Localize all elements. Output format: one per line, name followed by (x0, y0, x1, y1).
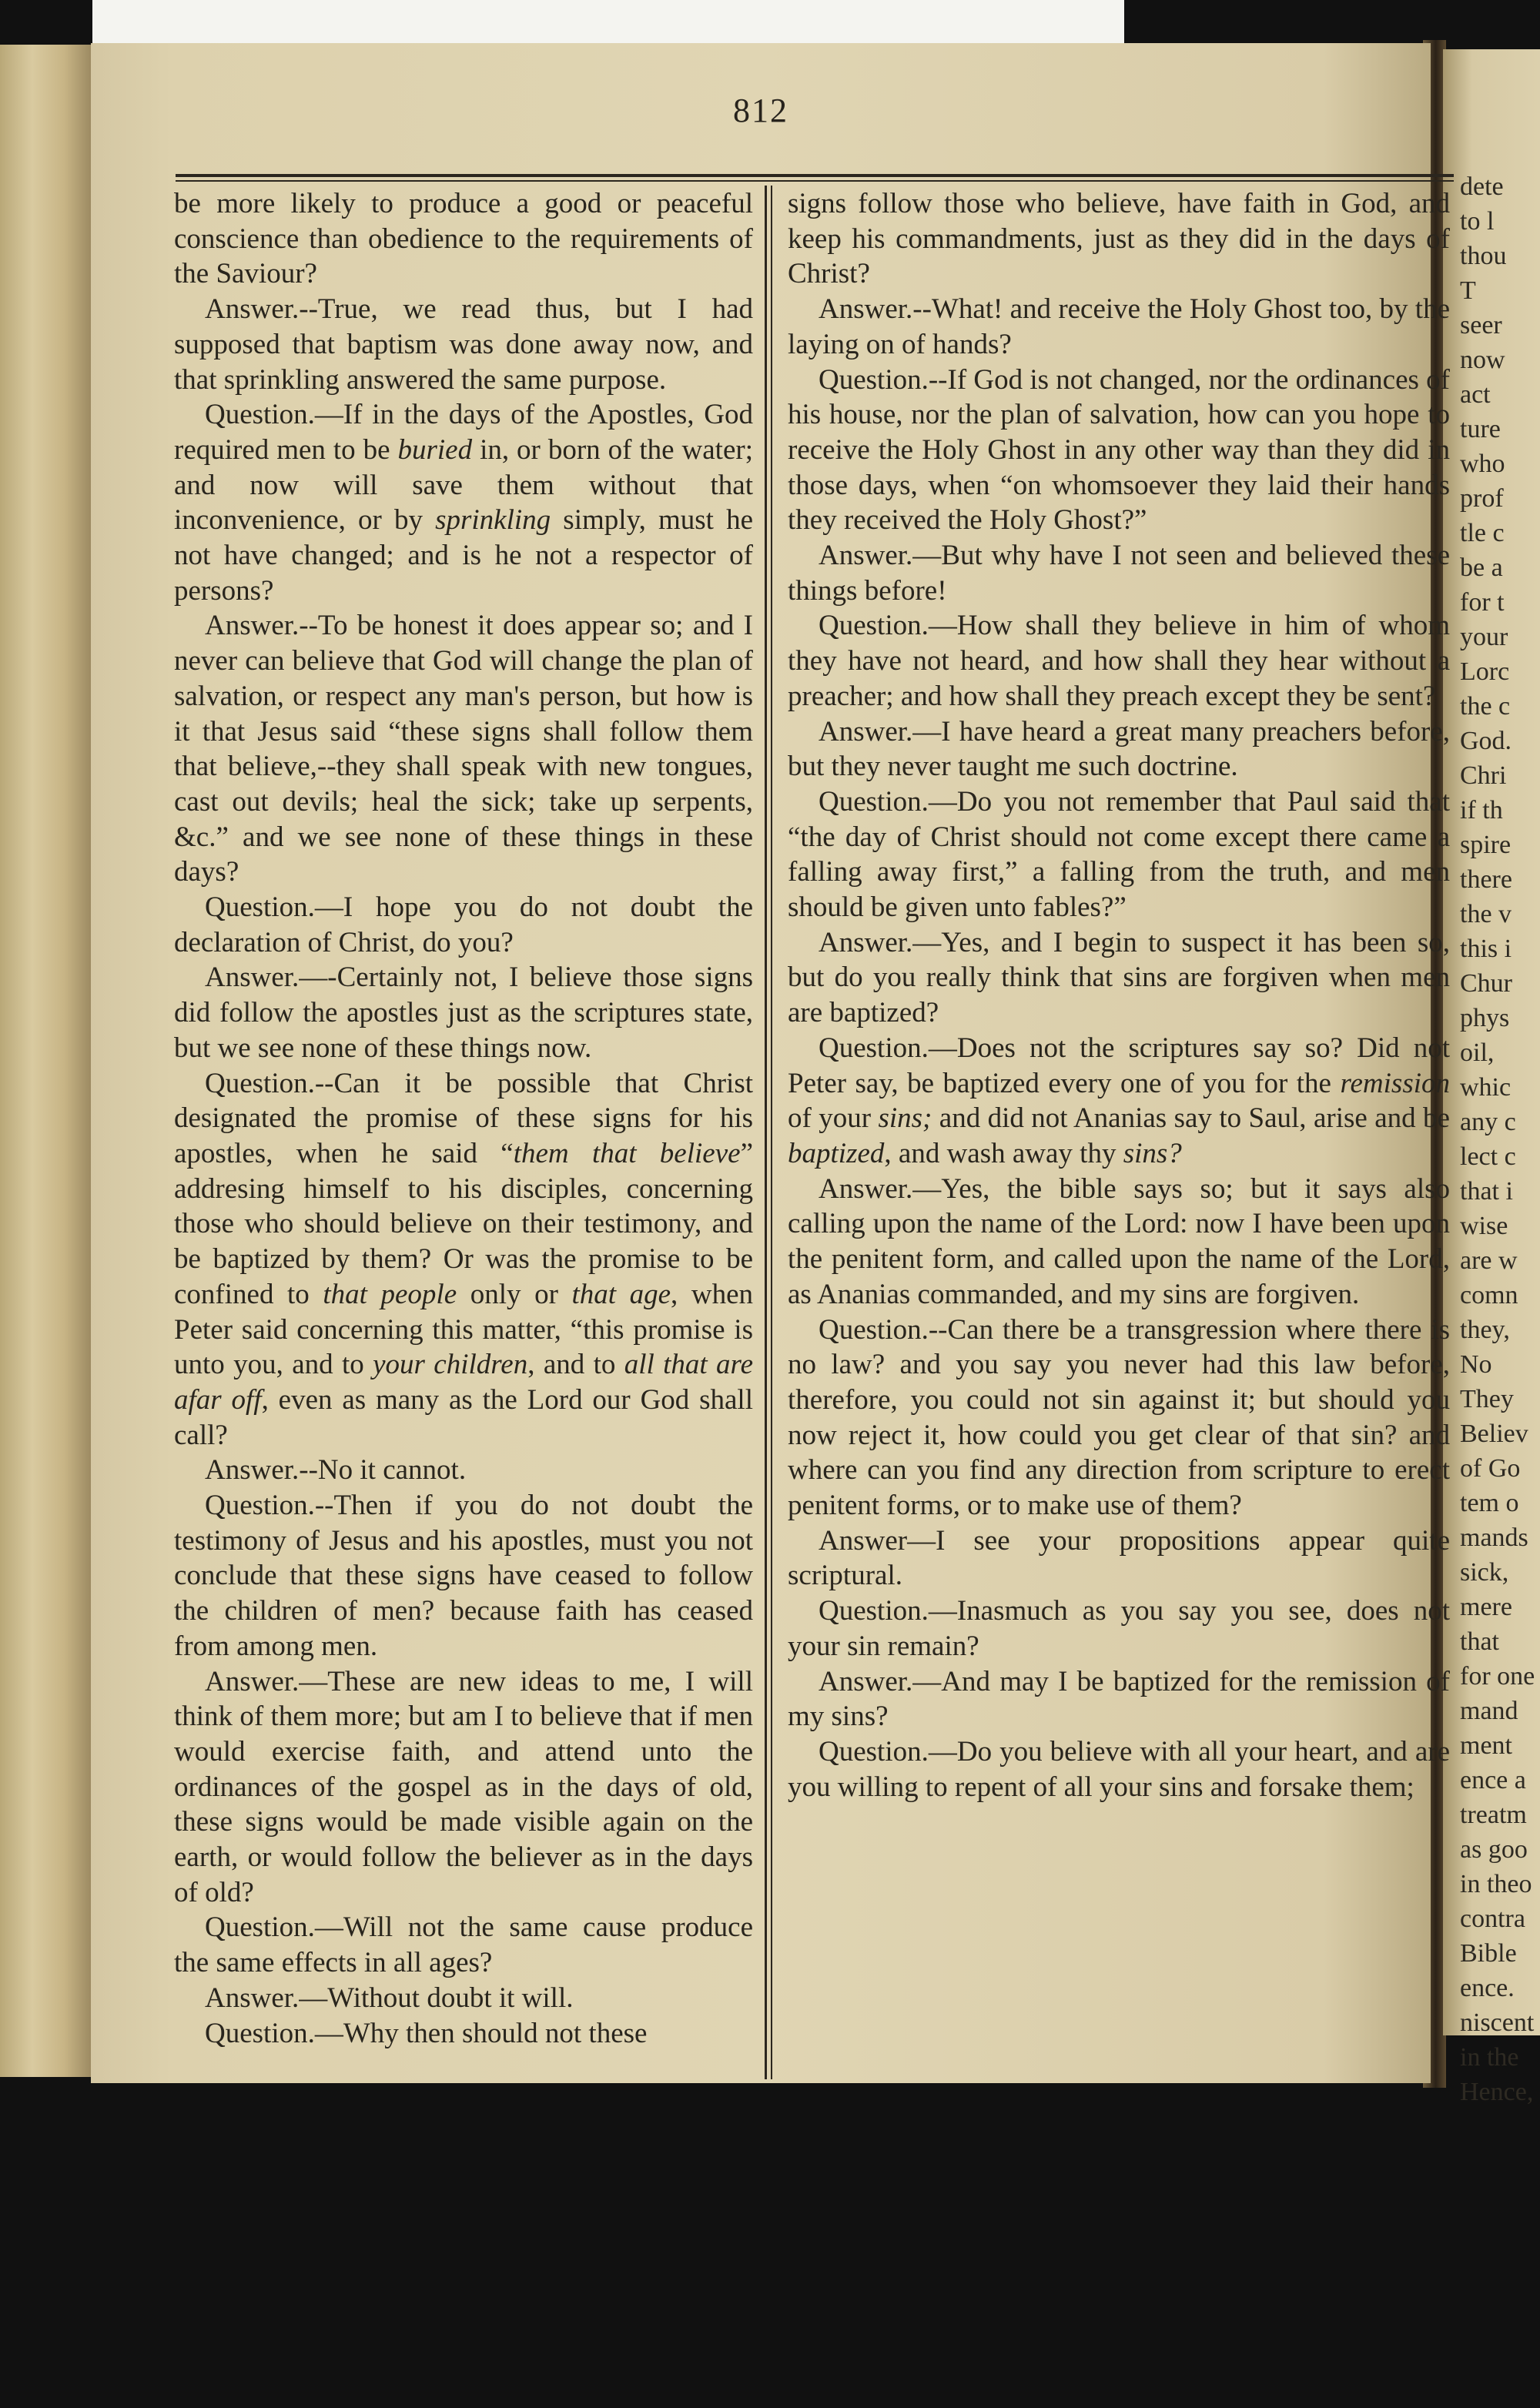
facing-page-text-fragment: the c (1460, 692, 1511, 721)
facing-page-text-fragment: mands (1460, 1523, 1528, 1552)
header-rule (176, 174, 1454, 182)
facing-page-text-fragment: they, (1460, 1316, 1510, 1344)
dialogue-paragraph: Answer.--No it cannot. (205, 1454, 467, 1487)
facing-page-text-fragment: there (1460, 865, 1512, 894)
facing-page-text-fragment: sick, (1460, 1558, 1509, 1587)
facing-page-text-fragment: T (1460, 276, 1476, 305)
facing-page-text-fragment: act (1460, 380, 1491, 409)
facing-page-text-fragment: are w (1460, 1246, 1518, 1275)
facing-page-text-fragment: for one (1460, 1662, 1535, 1691)
continued-paragraph: signs follow those who believe, have faith in God, and keep his commandments, just as they did in the days of Christ? (788, 188, 1450, 290)
facing-page-text-fragment: who (1460, 450, 1505, 478)
facing-page-text-fragment: comn (1460, 1281, 1518, 1309)
dialogue-paragraph: Question.—If in the days of the Apostles, God required men to be buried in, or born of the water; and now will save them without that inconvenience, or by sprinkling simply, must he not have changed; and is he not a respector of persons? (174, 399, 753, 607)
facing-page-text-fragment: No (1460, 1350, 1492, 1379)
facing-page-text-fragment: for t (1460, 588, 1505, 617)
dialogue-paragraph: Question.—I hope you do not doubt the declaration of Christ, do you? (174, 891, 753, 958)
facing-page-text-fragment: ture (1460, 415, 1501, 443)
facing-page-text-fragment: to l (1460, 207, 1495, 236)
facing-page-text-fragment: ment (1460, 1731, 1512, 1760)
facing-page-text-fragment: tem o (1460, 1489, 1519, 1517)
facing-page-text-fragment: phys (1460, 1004, 1510, 1032)
facing-page-text-fragment: that i (1460, 1177, 1513, 1206)
page-number: 812 (733, 92, 788, 129)
dialogue-paragraph: Answer.—Without doubt it will. (205, 1982, 574, 2014)
facing-page-text-fragment: They (1460, 1385, 1514, 1413)
facing-page-text-fragment: your (1460, 623, 1508, 651)
facing-page-text-fragment: Chri (1460, 761, 1507, 790)
column-divider (765, 186, 771, 2079)
dialogue-paragraph: Question.—How shall they believe in him of whom they have not heard, and how shall they hear without a preacher; and how shall they preach except they be sent? (788, 610, 1450, 712)
dialogue-paragraph: Answer.--To be honest it does appear so; and I never can believe that God will change the plan of salvation, or respect any man's person, but how is it that Jesus said “these signs shall follow them that believe,--they shall speak with new tongues, cast out devils; heal the sick; take up serpents, &c.” and we see none of these things in these days? (174, 610, 753, 888)
facing-page-text-fragment: if th (1460, 796, 1503, 824)
facing-page-text-fragment: Believ (1460, 1420, 1528, 1448)
facing-page-text-fragment: prof (1460, 484, 1504, 513)
dialogue-paragraph: Question.--Then if you do not doubt the testimony of Jesus and his apostles, must you not conclude that these signs have ceased to follow the children of men? because faith has ceased from among men. (174, 1490, 753, 1662)
facing-page-text-fragment: contra (1460, 1905, 1525, 1933)
facing-page-text-fragment: in the (1460, 2043, 1519, 2072)
book-page (91, 43, 1450, 2083)
dialogue-paragraph: Question.—Does not the scriptures say so? Did not Peter say, be baptized every one of you for the remission of your sins; and did not Ananias say to Saul, arise and be baptized, and wash away thy sins? (788, 1032, 1450, 1169)
facing-page-text-fragment: mand (1460, 1697, 1518, 1725)
dialogue-paragraph: Answer.—Yes, the bible says so; but it says also calling upon the name of the Lord: now I have been upon the penitent form, and called upon the name of the Lord, as Ananias commanded, and my sins are forgiven. (788, 1172, 1450, 1310)
facing-page-text-fragment: now (1460, 346, 1505, 374)
facing-page-text-fragment: any c (1460, 1108, 1516, 1136)
dialogue-paragraph: Answer.—These are new ideas to me, I will think of them more; but am I to believe that if men would exercise faith, and attend unto the ordinances of the gospel as in the days of old, these signs would be made visible again on the earth, or would follow the believer as in the days of old? (174, 1665, 753, 1908)
facing-page-text-fragment: wise (1460, 1212, 1508, 1240)
facing-page-text-fragment: whic (1460, 1073, 1512, 1102)
facing-page-text-fragment: in theo (1460, 1870, 1532, 1898)
dialogue-paragraph: Answer.--True, we read thus, but I had supposed that baptism was done away now, and that sprinkling answered the same purpose. (174, 293, 753, 396)
dialogue-paragraph: Question.—Do you not remember that Paul said that “the day of Christ should not come except there came a falling away first,” a falling from the truth, and men should be given unto fables?” (788, 785, 1450, 924)
facing-page-text-fragment: be a (1460, 554, 1503, 582)
facing-page-text-fragment: God. (1460, 727, 1512, 755)
facing-page-text-fragment: mere (1460, 1593, 1512, 1621)
dialogue-paragraph: Question.--If God is not changed, nor the ordinances of his house, nor the plan of salvation, how can you hope to receive the Holy Ghost in any other way than they did in those days, when “on whomsoever they laid their hands they received the Holy Ghost?” (788, 363, 1450, 537)
scan-background-top (92, 0, 1124, 48)
facing-page-text-fragment: this i (1460, 935, 1512, 963)
facing-page-text-fragment: Lorc (1460, 657, 1510, 686)
facing-page-text-fragment: oil, (1460, 1038, 1495, 1067)
facing-page-text-fragment: ence. (1460, 1974, 1515, 2002)
right-column (788, 186, 1450, 1804)
book-page-edges (0, 45, 92, 2077)
facing-page-text-fragment: that (1460, 1627, 1499, 1656)
dialogue-paragraph: Answer.—And may I be baptized for the remission of my sins? (788, 1665, 1450, 1733)
facing-page-text-fragment: lect c (1460, 1142, 1516, 1171)
facing-page-text-fragment: tle c (1460, 519, 1505, 547)
facing-page-fragment (1443, 49, 1540, 2106)
dialogue-paragraph: Question.—Will not the same cause produce the same effects in all ages? (174, 1911, 753, 1979)
facing-page-text-fragment: as goo (1460, 1835, 1528, 1864)
facing-page-text-fragment: of Go (1460, 1454, 1521, 1483)
facing-page-text-fragment: seer (1460, 311, 1502, 339)
facing-page-text-fragment: niscent (1460, 2008, 1535, 2037)
dialogue-paragraph: Question.--Can it be possible that Christ designated the promise of these signs for his apostles, when he said “them that believe” addresing himself to his disciples, concerning those who should believe on their testimony, and be baptized by them? Or was the promise to be confined to that people only or that age, when Peter said concerning this matter, “this promise is unto you, and to your children, and to all that are afar off, even as many as the Lord our God shall call? (174, 1067, 753, 1451)
dialogue-paragraph: Question.—Inasmuch as you say you see, does not your sin remain? (788, 1595, 1450, 1662)
facing-page-text-fragment: ence a (1460, 1766, 1526, 1794)
dialogue-paragraph: Question.—Do you believe with all your heart, and are you willing to repent of all your sins and forsake them; (788, 1735, 1450, 1803)
facing-page-text-fragment: Bible (1460, 1939, 1517, 1968)
dialogue-paragraph: Question.—Why then should not these (205, 2017, 648, 2049)
continued-paragraph: be more likely to produce a good or peaceful conscience than obedience to the requirements of the Saviour? (174, 188, 753, 290)
dialogue-paragraph: Question.--Can there be a transgression where there is no law? and you say you never had this law before, therefore, you could not sin against it; but should you now reject it, how could you get clear of that sin? and where can you find any direction from scripture to erect penitent forms, or to make use of them? (788, 1313, 1450, 1522)
dialogue-paragraph: Answer—I see your propositions appear quite scriptural. (788, 1524, 1450, 1592)
facing-page-text-fragment: Hence, (1460, 2078, 1534, 2106)
facing-page-text-fragment: dete (1460, 172, 1504, 201)
left-column (174, 186, 753, 2051)
dialogue-paragraph: Answer.--What! and receive the Holy Ghost too, by the laying on of hands? (788, 293, 1450, 360)
facing-page-text-fragment: thou (1460, 242, 1507, 270)
dialogue-paragraph: Answer.—-Certainly not, I believe those signs did follow the apostles just as the scriptures state, but we see none of these things now. (174, 962, 753, 1064)
facing-page-text-fragment: spire (1460, 831, 1512, 859)
facing-page-text-fragment: Chur (1460, 969, 1512, 998)
facing-page-text-fragment: treatm (1460, 1801, 1527, 1829)
dialogue-paragraph: Answer.—But why have I not seen and believed these things before! (788, 540, 1450, 607)
facing-page-text-fragment: the v (1460, 900, 1512, 928)
dialogue-paragraph: Answer.—Yes, and I begin to suspect it has been so, but do you really think that sins are forgiven when men are baptized? (788, 926, 1450, 1029)
dialogue-paragraph: Answer.—I have heard a great many preachers before, but they never taught me such doctrine. (788, 715, 1450, 783)
